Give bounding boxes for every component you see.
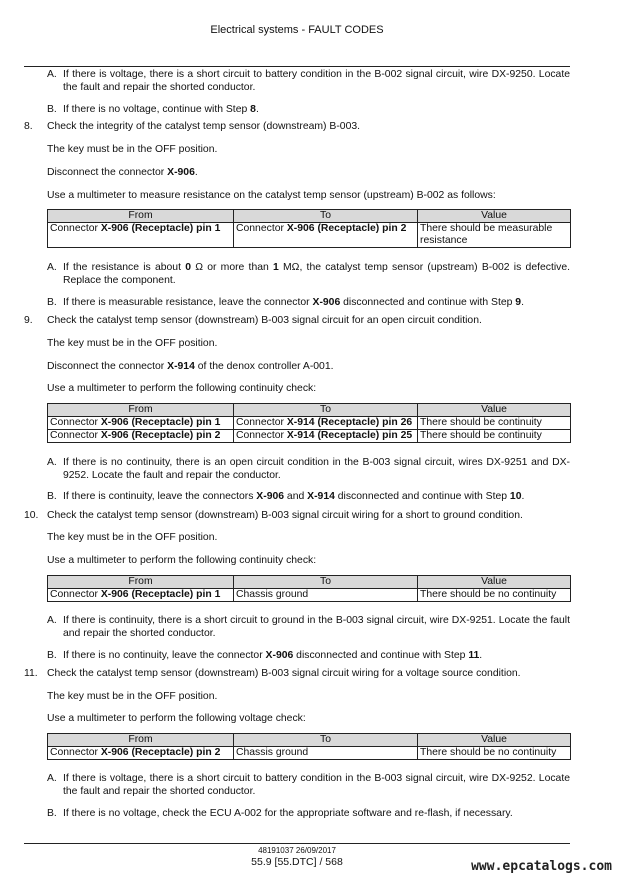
text: Disconnect the connector — [47, 167, 168, 178]
substep-a: A. If the resistance is about 0 Ω or more than 1 MΩ, the catalyst temp sensor (upstream) B-002 is defective. Replace the component. — [47, 262, 571, 286]
step-text: Check the catalyst temp sensor (downstream) B-003 signal circuit for an open circuit condition. — [47, 315, 482, 326]
substep-text: If there is voltage, there is a short circuit to battery condition in the B-003 signal circuit, wire DX-9252. Locate the fault and repair the shorted conductor. — [63, 773, 570, 797]
punct: . — [255, 104, 259, 115]
step-text: Check the integrity of the catalyst temp sensor (downstream) B-003. — [47, 121, 361, 132]
footer-rule — [24, 843, 570, 844]
substep-text: If there is no voltage, check the ECU A-002 for the appropriate software and re-flash, if necessary. — [63, 808, 513, 819]
substep-label: B. — [47, 808, 57, 819]
table-header-row — [48, 210, 571, 223]
substep-a — [47, 69, 570, 94]
substep-text: If there is voltage, there is a short circuit to battery condition in the B-002 signal circuit, wire DX-9250. Locate the fault and repair the shorted conductor. — [63, 69, 570, 93]
substep-text: If there is continuity, there is a short circuit to ground in the B-003 signal circuit, wire DX-9251. Locate the fault and repair the shorted conductor. — [63, 615, 570, 639]
cell-to: Connector X-914 (Receptacle) pin 26 — [234, 417, 418, 430]
step-11-note-key: The key must be in the OFF position. — [47, 691, 218, 702]
substep-label: A. — [47, 262, 57, 273]
cell-value: There should be no continuity — [418, 747, 571, 760]
step-10-instruction: Use a multimeter to perform the following continuity check: — [47, 555, 317, 566]
resistance-table — [47, 209, 571, 248]
substep-b — [47, 104, 570, 117]
substep-label: B. — [47, 650, 57, 661]
col-to: To — [234, 210, 418, 223]
cell-value: There should be measurable resistance — [418, 223, 571, 248]
continuity-table — [47, 403, 571, 443]
substep-label: A. — [47, 615, 57, 626]
substep-label: A. — [47, 69, 57, 80]
col-to: To — [234, 404, 418, 417]
cell-value: There should be continuity — [418, 430, 571, 443]
step-ref: 8 — [250, 104, 256, 115]
header-rule — [24, 66, 570, 67]
substep-a — [47, 457, 570, 482]
substep-text: If there is no continuity, there is an open circuit condition in the B-003 signal circuit, wires DX-9251 and DX-9252. Locate the fault and repair the conductor. — [63, 457, 570, 481]
watermark: www.epcatalogs.com — [471, 859, 612, 874]
step-10 — [24, 510, 570, 523]
step-number: 9. — [24, 315, 33, 326]
cell-from: Connector X-906 (Receptacle) pin 2 — [48, 747, 234, 760]
substep-label: B. — [47, 104, 57, 115]
step-8-disconnect — [47, 167, 570, 180]
step-9-disconnect: Disconnect the connector X-914 of the denox controller A-001. — [47, 361, 334, 372]
step-11-instruction: Use a multimeter to perform the following voltage check: — [47, 713, 306, 724]
step-11 — [24, 668, 570, 681]
col-to: To — [234, 576, 418, 589]
col-value: Value — [418, 210, 571, 223]
table-header-row — [48, 734, 571, 747]
col-from: From — [48, 404, 234, 417]
table-header-row — [48, 576, 571, 589]
col-to: To — [234, 734, 418, 747]
cell-to: Connector X-914 (Receptacle) pin 25 — [234, 430, 418, 443]
step-number: 10. — [24, 510, 39, 521]
table-row — [48, 417, 571, 430]
col-from: From — [48, 210, 234, 223]
substep-b — [47, 808, 570, 821]
substep-label: B. — [47, 491, 57, 502]
cell-from: Connector X-906 (Receptacle) pin 2 — [48, 430, 234, 443]
cell-from: Connector X-906 (Receptacle) pin 1 — [48, 589, 234, 602]
table-row — [48, 223, 571, 248]
table-row — [48, 589, 571, 602]
footer-doc-number: 48191037 26/09/2017 — [258, 846, 336, 855]
substep-b: B. If there is continuity, leave the connectors X-906 and X-914 disconnected and continue with Step 10. — [47, 491, 525, 502]
cell-value: There should be no continuity — [418, 589, 571, 602]
cell-to: Chassis ground — [234, 747, 418, 760]
step-8-instruction: Use a multimeter to measure resistance on the catalyst temp sensor (upstream) B-002 as follows: — [47, 190, 496, 201]
substep-b: B. If there is no continuity, leave the connector X-906 disconnected and continue with Step 11. — [47, 650, 483, 661]
step-8 — [24, 121, 570, 134]
step-8-note-key: The key must be in the OFF position. — [47, 144, 218, 155]
step-text: Check the catalyst temp sensor (downstream) B-003 signal circuit wiring for a voltage source condition. — [47, 668, 521, 679]
substep-text: If there is no voltage, continue with Step — [63, 104, 251, 115]
col-value: Value — [418, 734, 571, 747]
substep-b: B. If there is measurable resistance, leave the connector X-906 disconnected and continue with Step 9. — [47, 297, 524, 308]
substep-a — [47, 615, 570, 640]
step-9-instruction: Use a multimeter to perform the following continuity check: — [47, 383, 317, 394]
substep-label: A. — [47, 773, 57, 784]
voltage-table — [47, 733, 571, 760]
cell-value: There should be continuity — [418, 417, 571, 430]
col-from: From — [48, 576, 234, 589]
step-number: 11. — [24, 668, 38, 679]
col-value: Value — [418, 404, 571, 417]
page-header-title: Electrical systems - FAULT CODES — [210, 24, 384, 36]
cell-from: Connector X-906 (Receptacle) pin 1 — [48, 417, 234, 430]
cell-to: Chassis ground — [234, 589, 418, 602]
footer-page-number: 55.9 [55.DTC] / 568 — [251, 856, 343, 868]
cell-to: Connector X-906 (Receptacle) pin 2 — [234, 223, 418, 248]
step-10-note-key: The key must be in the OFF position. — [47, 532, 218, 543]
cell-from: Connector X-906 (Receptacle) pin 1 — [48, 223, 234, 248]
table-header-row — [48, 404, 571, 417]
substep-label: B. — [47, 297, 57, 308]
step-9-note-key: The key must be in the OFF position. — [47, 338, 218, 349]
step-9 — [24, 315, 570, 328]
step-number: 8. — [24, 121, 33, 132]
punct: . — [194, 167, 198, 178]
ground-continuity-table — [47, 575, 571, 602]
col-from: From — [48, 734, 234, 747]
substep-a — [47, 773, 570, 798]
table-row — [48, 747, 571, 760]
col-value: Value — [418, 576, 571, 589]
step-text: Check the catalyst temp sensor (downstream) B-003 signal circuit wiring for a short to ground condition. — [47, 510, 523, 521]
substep-label: A. — [47, 457, 57, 468]
connector-ref: X-906 — [167, 167, 195, 178]
table-row — [48, 430, 571, 443]
